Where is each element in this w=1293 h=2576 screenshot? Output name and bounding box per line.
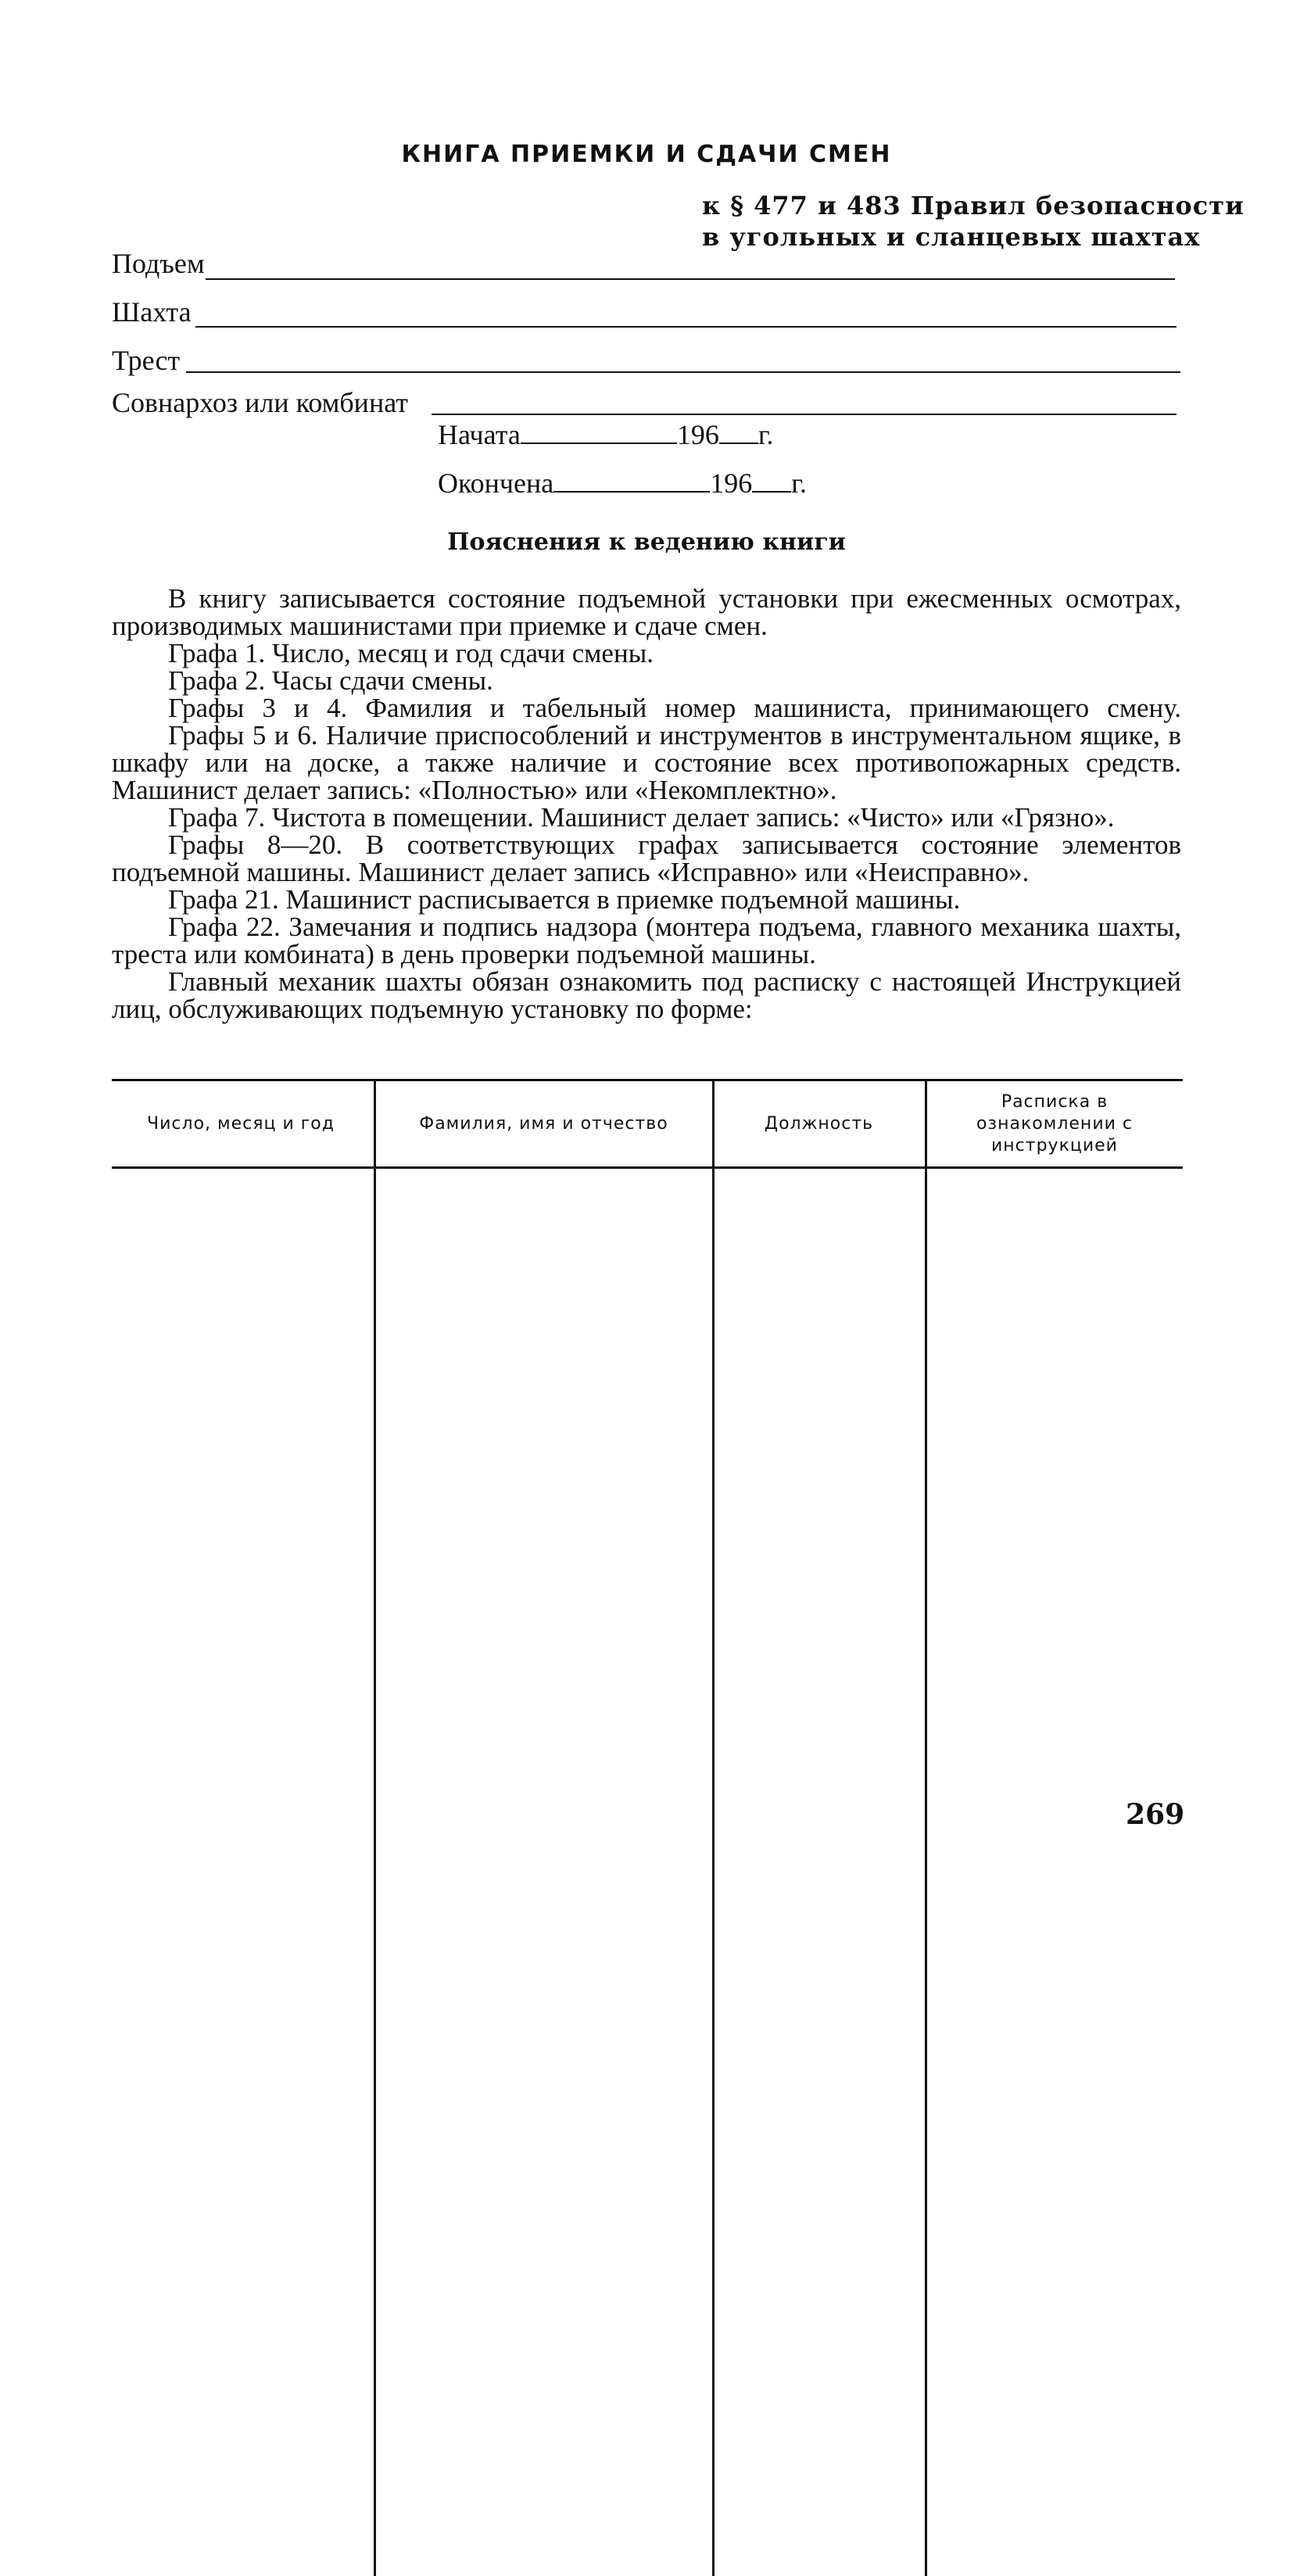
started-year-blank[interactable] bbox=[719, 436, 758, 444]
field-label-trust: Трест bbox=[112, 345, 181, 376]
paragraph-acknowledgment: Главный механик шахты обязан ознакомить под расписку с настоящей Инструкцией лиц, обслуживающих подъемную установку по форме: bbox=[112, 966, 1181, 1024]
started-year-prefix: 196 bbox=[676, 419, 719, 450]
paragraph-column-2: Графа 2. Часы сдачи смены. bbox=[168, 665, 493, 696]
ended-date-row bbox=[438, 467, 807, 500]
column-divider-2 bbox=[712, 1079, 715, 2576]
rules-reference-line-2: в угольных и сланцевых шахтах bbox=[702, 222, 1201, 252]
section-title: Пояснения к ведению книги bbox=[447, 528, 846, 556]
field-label-council: Совнархоз или комбинат bbox=[112, 387, 408, 418]
ended-year-prefix: 196 bbox=[710, 468, 753, 499]
paragraph-column-1: Графа 1. Число, месяц и год сдачи смены. bbox=[168, 638, 654, 668]
page-number: 269 bbox=[1126, 1798, 1185, 1831]
started-day-month-blank[interactable] bbox=[521, 436, 677, 444]
ended-year-suffix: г. bbox=[791, 468, 807, 499]
field-line-council[interactable] bbox=[432, 414, 1177, 415]
rules-reference-line-1: к § 477 и 483 Правил безопасности bbox=[702, 191, 1245, 220]
instructions-text bbox=[112, 585, 1181, 1023]
paragraph-columns-3-4: Графы 3 и 4. Фамилия и табельный номер машиниста, принимающего смену. bbox=[168, 693, 1181, 723]
paragraph-intro: В книгу записывается состояние подъемной установки при ежесменных осмотрах, производимых машинистами при приемке и сдаче смен. bbox=[112, 583, 1181, 641]
paragraph-column-22: Графа 22. Замечания и подпись надзора (монтера подъема, главного механика шахты, треста или комбината) в день проверки подъемной машины. bbox=[112, 912, 1181, 969]
field-line-lift[interactable] bbox=[206, 278, 1175, 280]
ended-day-month-blank[interactable] bbox=[553, 485, 710, 493]
started-year-suffix: г. bbox=[758, 419, 774, 450]
column-divider-3 bbox=[925, 1079, 927, 2576]
paragraph-column-7: Графа 7. Чистота в помещении. Машинист делает запись: «Чисто» или «Грязно». bbox=[168, 802, 1115, 833]
page-title: КНИГА ПРИЕМКИ И СДАЧИ СМЕН bbox=[401, 141, 892, 168]
field-line-trust[interactable] bbox=[186, 371, 1180, 373]
column-header-full-name: Фамилия, имя и отчество bbox=[419, 1114, 668, 1134]
column-divider-1 bbox=[374, 1079, 376, 2576]
column-header-position: Должность bbox=[764, 1114, 874, 1134]
table-top-rule bbox=[112, 1079, 1183, 1081]
field-label-lift: Подъем bbox=[112, 248, 205, 279]
field-line-mine[interactable] bbox=[195, 326, 1177, 328]
ended-label: Окончена bbox=[438, 468, 554, 499]
started-date-row bbox=[438, 418, 774, 451]
column-header-signature: Расписка в ознакомлении с инструкцией bbox=[976, 1092, 1134, 1155]
paragraph-columns-8-20: Графы 8—20. В соответствующих графах записывается состояние элементов подъемной машины. Машинист делает запись «Исправно» или «Неисправно». bbox=[112, 829, 1181, 887]
field-label-mine: Шахта bbox=[112, 296, 192, 328]
table-header-rule bbox=[112, 1166, 1183, 1169]
column-header-date: Число, месяц и год bbox=[147, 1114, 335, 1134]
ended-year-blank[interactable] bbox=[752, 485, 791, 493]
paragraph-column-21: Графа 21. Машинист расписывается в приемке подъемной машины. bbox=[168, 884, 961, 915]
started-label: Начата bbox=[438, 419, 521, 450]
paragraph-columns-5-6: Графы 5 и 6. Наличие приспособлений и инструментов в инструментальном ящике, в шкафу или на доске, а также наличие и состояние всех противопожарных средств. Машинист делает запись: «Полностью» или «Некомплектно». bbox=[112, 720, 1181, 805]
